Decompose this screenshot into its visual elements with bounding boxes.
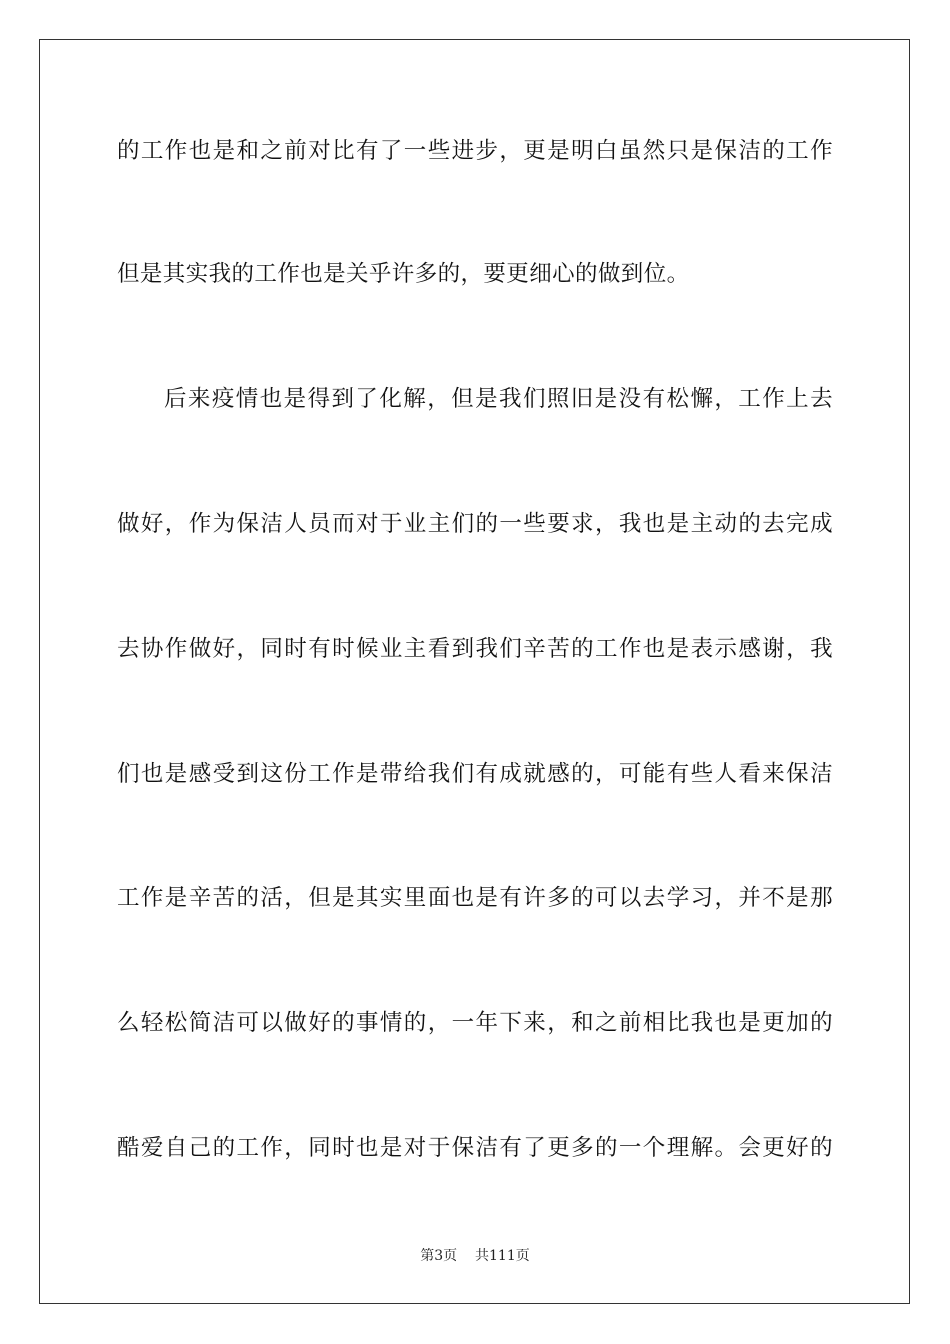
text-line-9: 酷爱自己的工作，同时也是对于保洁有了更多的一个理解。会更好的 bbox=[117, 1135, 833, 1161]
text-line-6: 们也是感受到这份工作是带给我们有成就感的，可能有些人看来保洁 bbox=[117, 761, 833, 787]
text-line-1: 的工作也是和之前对比有了一些进步，更是明白虽然只是保洁的工作 bbox=[117, 138, 833, 164]
page-footer bbox=[0, 1247, 950, 1265]
text-line-5: 去协作做好，同时有时候业主看到我们辛苦的工作也是表示感谢，我 bbox=[117, 636, 833, 662]
text-line-2: 但是其实我的工作也是关乎许多的，要更细心的做到位。 bbox=[117, 261, 690, 287]
text-line-3: 后来疫情也是得到了化解，但是我们照旧是没有松懈，工作上去 bbox=[164, 386, 833, 412]
text-line-7: 工作是辛苦的活，但是其实里面也是有许多的可以去学习，并不是那 bbox=[117, 885, 833, 911]
page-total: 共111页 bbox=[475, 1248, 530, 1264]
text-line-4: 做好，作为保洁人员而对于业主们的一些要求，我也是主动的去完成 bbox=[117, 511, 833, 537]
text-line-8: 么轻松简洁可以做好的事情的，一年下来，和之前相比我也是更加的 bbox=[117, 1010, 833, 1036]
page-border bbox=[39, 39, 910, 1304]
page-number: 第3页 bbox=[420, 1248, 458, 1264]
